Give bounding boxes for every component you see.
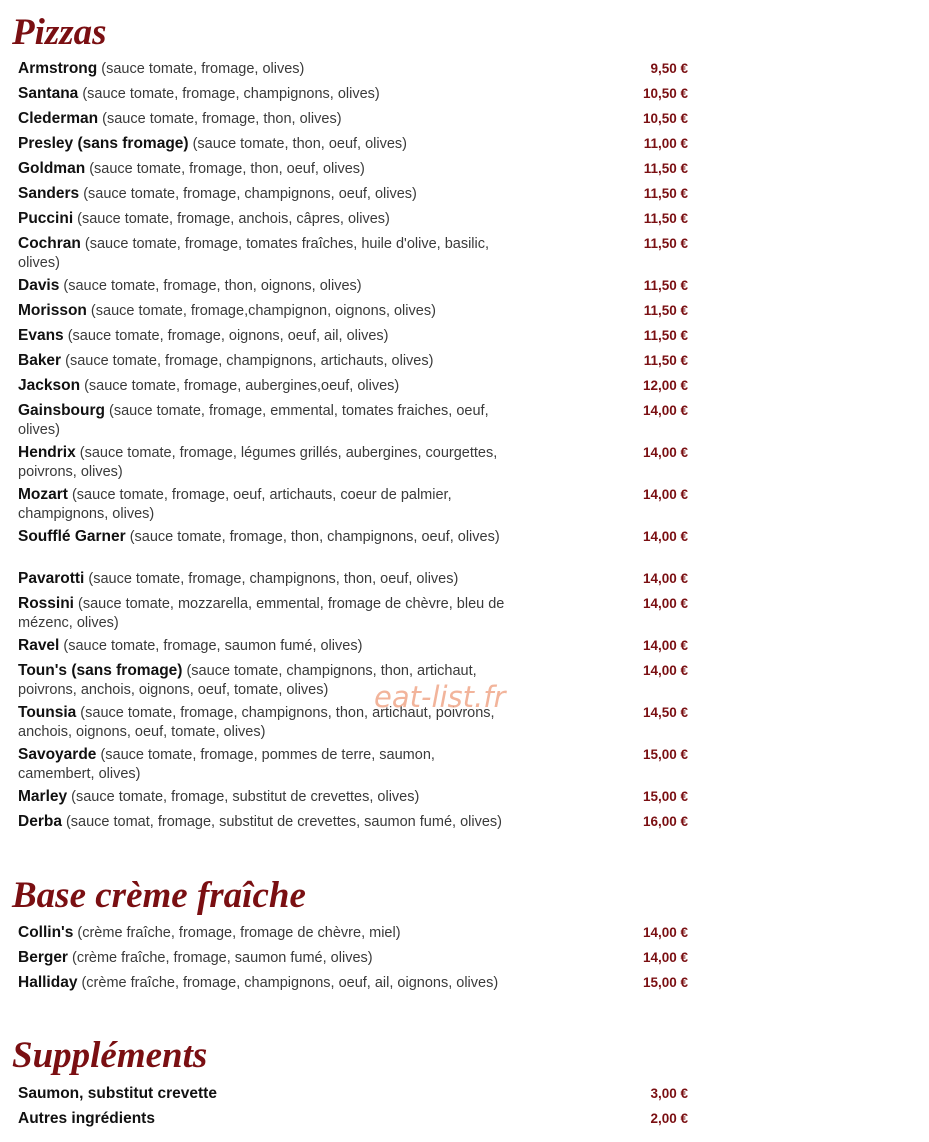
item-name: Autres ingrédients: [18, 1110, 155, 1127]
menu-item: [18, 109, 688, 129]
menu-item: [18, 84, 688, 104]
item-text: [18, 527, 508, 547]
item-name: Baker: [18, 352, 62, 369]
item-text: [18, 59, 508, 79]
item-desc: (sauce tomate, fromage, légumes grillés, aubergines, courgettes, poivrons, olives): [18, 445, 498, 480]
item-name: Cochran: [18, 235, 81, 252]
item-desc: (crème fraîche, fromage, champignons, oeuf, ail, oignons, olives): [77, 975, 499, 991]
item-name: Pavarotti: [18, 570, 85, 587]
section-title-creme-fraiche: Base crème fraîche: [12, 875, 306, 916]
item-desc: (sauce tomate, fromage, tomates fraîches, huile d'olive, basilic, olives): [18, 236, 490, 271]
item-text: [18, 301, 508, 321]
item-desc: (sauce tomate, fromage, champignons, thon, oeuf, olives): [84, 571, 459, 587]
menu-item: [18, 973, 688, 993]
item-text: [18, 594, 508, 633]
menu-item: [18, 1109, 688, 1129]
item-price: 11,50 €: [643, 303, 688, 318]
menu-item: [18, 351, 688, 371]
item-desc: (sauce tomate, thon, oeuf, olives): [188, 136, 407, 152]
item-price: 11,50 €: [643, 353, 688, 368]
item-name: Marley: [18, 788, 68, 805]
watermark: eat-list.fr: [374, 680, 506, 714]
item-price: 10,50 €: [642, 86, 688, 101]
item-name: Saumon, substitut crevette: [18, 1085, 217, 1102]
item-price: 14,00 €: [642, 445, 688, 460]
item-desc: (sauce tomate, fromage, oeuf, artichauts, coeur de palmier, champignons, olives): [18, 487, 452, 522]
item-name: Tounsia: [18, 704, 77, 721]
item-text: [18, 485, 508, 524]
item-name: Goldman: [18, 160, 86, 177]
menu-item: [18, 443, 688, 482]
item-price: 11,50 €: [643, 328, 688, 343]
menu-item: [18, 812, 688, 832]
menu-item: [18, 376, 688, 396]
item-name: Rossini: [18, 595, 74, 612]
item-price: 12,00 €: [642, 378, 688, 393]
item-price: 11,00 €: [643, 136, 688, 151]
item-name: Santana: [18, 85, 79, 102]
item-text: [18, 109, 508, 129]
menu-item: [18, 661, 688, 700]
item-text: [18, 234, 508, 273]
menu-item: [18, 59, 688, 79]
item-desc: (sauce tomate, fromage, saumon fumé, olives): [59, 638, 363, 654]
item-price: 3,00 €: [650, 1086, 688, 1101]
menu-item: [18, 1084, 688, 1104]
item-desc: (sauce tomate, fromage, thon, champignons, oeuf, olives): [125, 529, 500, 545]
item-desc: (sauce tomate, fromage, thon, oignons, olives): [59, 278, 362, 294]
item-desc: (sauce tomate, fromage, champignons, thon, artichaut, poivrons, anchois, oignons, oeuf, tomate, olives): [18, 705, 495, 740]
item-price: 11,50 €: [643, 186, 688, 201]
item-name: Mozart: [18, 486, 68, 503]
menu-item: [18, 301, 688, 321]
item-price: 15,00 €: [642, 975, 688, 990]
item-name: Clederman: [18, 110, 99, 127]
item-price: 14,00 €: [642, 638, 688, 653]
item-name: Toun's (sans fromage): [18, 662, 183, 679]
item-price: 14,00 €: [642, 596, 688, 611]
item-name: Morisson: [18, 302, 87, 319]
item-price: 15,00 €: [642, 747, 688, 762]
menu-item: [18, 234, 688, 273]
menu-item: [18, 326, 688, 346]
menu-item: [18, 159, 688, 179]
menu-item: [18, 948, 688, 968]
menu-item: [18, 636, 688, 656]
item-text: [18, 184, 508, 204]
item-price: 14,50 €: [642, 705, 688, 720]
item-desc: (sauce tomate, fromage, thon, olives): [98, 111, 342, 127]
item-price: 16,00 €: [642, 814, 688, 829]
item-text: [18, 948, 508, 968]
menu-item: [18, 923, 688, 943]
item-name: Savoyarde: [18, 746, 97, 763]
item-text: [18, 661, 508, 700]
item-desc: (sauce tomate, fromage, olives): [97, 61, 305, 77]
item-name: Presley (sans fromage): [18, 135, 189, 152]
item-name: Collin's: [18, 924, 74, 941]
item-text: [18, 812, 508, 832]
item-text: [18, 787, 508, 807]
item-desc: (sauce tomate, fromage, aubergines,oeuf, olives): [80, 378, 400, 394]
item-name: Derba: [18, 813, 62, 830]
item-price: 10,50 €: [642, 111, 688, 126]
item-price: 14,00 €: [642, 529, 688, 544]
item-desc: (sauce tomate, fromage, substitut de crevettes, olives): [67, 789, 420, 805]
item-price: 14,00 €: [642, 571, 688, 586]
item-price: 15,00 €: [642, 789, 688, 804]
item-text: [18, 351, 508, 371]
item-desc: (crème fraîche, fromage, fromage de chèvre, miel): [73, 925, 401, 941]
item-name: Halliday: [18, 974, 78, 991]
item-price: 14,00 €: [642, 487, 688, 502]
item-desc: (sauce tomate, fromage, champignons, olives): [78, 86, 380, 102]
menu-item: [18, 401, 688, 440]
item-text: [18, 443, 508, 482]
item-name: Sanders: [18, 185, 80, 202]
item-desc: (sauce tomate, mozzarella, emmental, fromage de chèvre, bleu de mézenc, olives): [18, 596, 505, 631]
item-price: 2,00 €: [650, 1111, 688, 1126]
item-desc: (sauce tomate, fromage, emmental, tomates fraiches, oeuf, olives): [18, 403, 489, 438]
item-text: [18, 401, 508, 440]
item-price: 11,50 €: [643, 211, 688, 226]
item-text: [18, 134, 508, 154]
item-text: [18, 745, 508, 784]
item-desc: (sauce tomate, fromage, oignons, oeuf, ail, olives): [63, 328, 389, 344]
menu-item: [18, 745, 688, 784]
item-price: 14,00 €: [642, 950, 688, 965]
item-text: [18, 703, 508, 742]
item-text: [18, 973, 508, 993]
item-text: [18, 84, 508, 104]
item-name: Armstrong: [18, 60, 98, 77]
item-desc: (sauce tomate, fromage, anchois, câpres, olives): [73, 211, 390, 227]
menu-item: [18, 787, 688, 807]
item-text: [18, 636, 508, 656]
item-name: Evans: [18, 327, 64, 344]
item-text: [18, 376, 508, 396]
item-price: 9,50 €: [650, 61, 688, 76]
menu-item: [18, 134, 688, 154]
menu-item: [18, 184, 688, 204]
item-text: [18, 209, 508, 229]
item-desc: (sauce tomat, fromage, substitut de crevettes, saumon fumé, olives): [61, 814, 502, 830]
item-price: 14,00 €: [642, 925, 688, 940]
item-desc: (crème fraîche, fromage, saumon fumé, olives): [67, 950, 373, 966]
item-price: 11,50 €: [643, 161, 688, 176]
item-price: 11,50 €: [643, 236, 688, 251]
item-desc: (sauce tomate, fromage, pommes de terre, saumon, camembert, olives): [18, 747, 435, 782]
menu-item: [18, 527, 688, 547]
item-desc: (sauce tomate, fromage,champignon, oignons, olives): [86, 303, 436, 319]
item-name: Gainsbourg: [18, 402, 105, 419]
item-text: [18, 1109, 508, 1129]
menu-item: [18, 569, 688, 589]
item-name: Berger: [18, 949, 68, 966]
item-price: 14,00 €: [642, 663, 688, 678]
section-title-pizzas: Pizzas: [12, 12, 107, 53]
item-desc: (sauce tomate, fromage, thon, oeuf, olives): [85, 161, 365, 177]
menu-item: [18, 594, 688, 633]
item-name: Jackson: [18, 377, 81, 394]
item-text: [18, 159, 508, 179]
item-name: Hendrix: [18, 444, 76, 461]
item-text: [18, 326, 508, 346]
section-title-supplements: Suppléments: [12, 1035, 208, 1076]
item-name: Davis: [18, 277, 60, 294]
menu-item: [18, 485, 688, 524]
menu-item: [18, 209, 688, 229]
item-desc: (sauce tomate, champignons, thon, artichaut, poivrons, anchois, oignons, oeuf, tomate, olives): [18, 663, 477, 698]
item-text: [18, 923, 508, 943]
item-text: [18, 276, 508, 296]
item-text: [18, 569, 508, 589]
item-desc: (sauce tomate, fromage, champignons, artichauts, olives): [61, 353, 434, 369]
item-name: Soufflé Garner: [18, 528, 126, 545]
item-text: [18, 1084, 508, 1104]
item-desc: (sauce tomate, fromage, champignons, oeuf, olives): [79, 186, 417, 202]
menu-item: [18, 276, 688, 296]
item-name: Puccini: [18, 210, 74, 227]
menu-item: [18, 703, 688, 742]
item-price: 14,00 €: [642, 403, 688, 418]
item-name: Ravel: [18, 637, 60, 654]
item-price: 11,50 €: [643, 278, 688, 293]
